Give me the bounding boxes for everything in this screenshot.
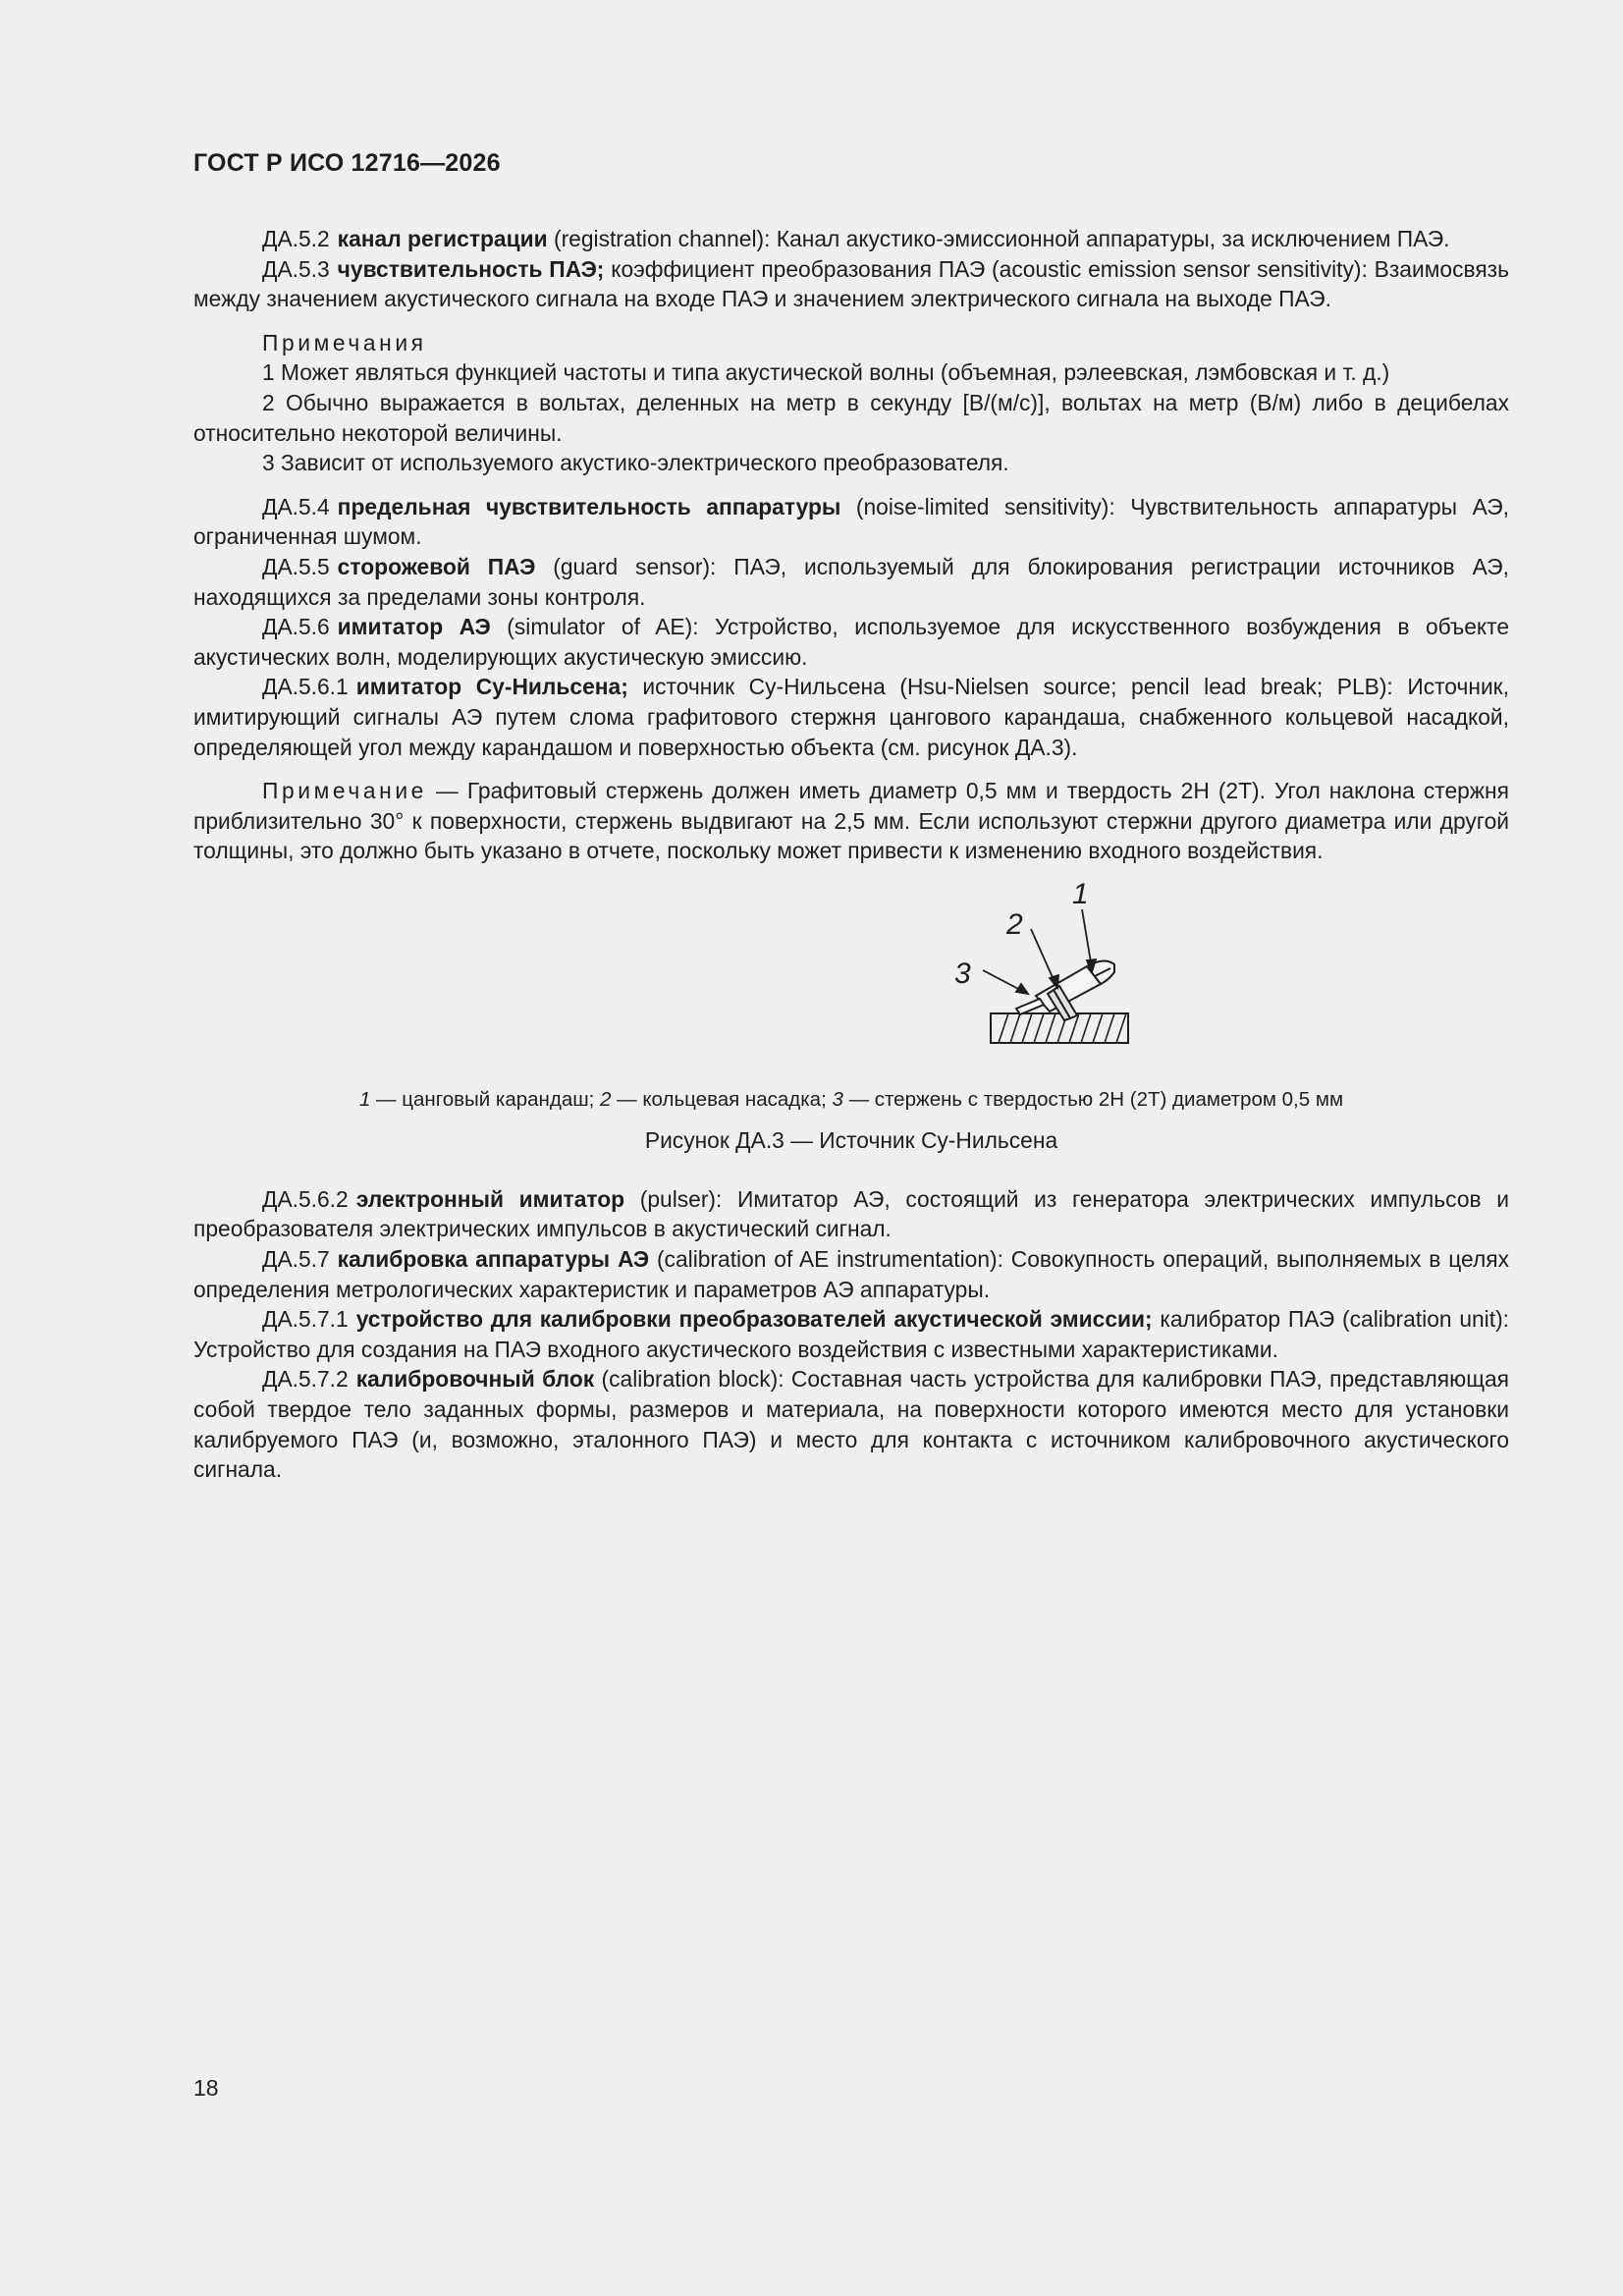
clause-5-7-2 (193, 1364, 1509, 1484)
clause-number: ДА.5.7.1 (262, 1306, 349, 1333)
clause-text: калибратор ПАЭ (calibration unit): Устройство для создания на ПАЭ входного акустического воздействия с известными характеристиками. (193, 1306, 1510, 1362)
clause-text: (pulser): Имитатор АЭ, состоящий из генератора электрических импульсов и преобразователя электрических импульсов в акустический сигнал. (193, 1185, 1509, 1242)
clause-text: коэффициент преобразования ПАЭ (acoustic emission sensor sensitivity): Взаимосвязь между значением акустического сигнала на входе ПАЭ и значением электрического сигнала на выходе ПАЭ. (193, 255, 1509, 312)
note-text: — Графитовый стержень должен иметь диаметр 0,5 мм и твердость 2Н (2Т). Угол наклона стержня приблизительно 30° к поверхности, стержень выдвигают на 2,5 мм. Если используют стержни другого диаметра или другой толщины, это должно быть указано в отчете, поскольку может привести к изменению входного воздействия. (193, 778, 1509, 864)
clause-number: ДА.5.7 (262, 1246, 330, 1273)
clause-text: (guard sensor): ПАЭ, используемый для блокирования регистрации источников АЭ, находящихся за пределами зоны контроля. (193, 553, 1510, 610)
clause-text: источник Су-Нильсена (Hsu-Nielsen source; pencil lead break; PLB): Источник, имитирующий сигналы АЭ путем слома графитового стержня цангового карандаша, снабженного кольцевой насадкой, определяющей угол между карандашом и поверхностью объекта (см. рисунок ДА.3). (193, 674, 1509, 760)
clause-number: ДА.5.6.1 (262, 674, 349, 700)
clause-number: ДА.5.7.2 (262, 1366, 349, 1393)
clause-text: (registration channel): Канал акустико-эмиссионной аппаратуры, за исключением ПАЭ. (547, 226, 1450, 251)
document-body (193, 224, 1509, 1485)
clause-number: ДА.5.4 (262, 493, 330, 519)
notes-heading: Примечания (262, 329, 427, 355)
clause-term: канал регистрации (337, 226, 548, 251)
note-heading: Примечание (262, 778, 427, 804)
document-header: ГОСТ Р ИСО 12716—2026 (193, 149, 501, 177)
clause-5-6-1 (193, 672, 1509, 762)
clause-5-2 (193, 224, 1509, 254)
figure-caption: Рисунок ДА.3 — Источник Су-Нильсена (644, 1126, 1058, 1153)
clause-5-3 (193, 254, 1509, 314)
clause-number: ДА.5.6.2 (262, 1185, 349, 1212)
note-item: 3 Зависит от используемого акустико-электрического преобразователя. (262, 450, 1009, 476)
clause-term: электронный имитатор (355, 1185, 625, 1212)
clause-5-6-2 (193, 1184, 1509, 1244)
clause-term: предельная чувствительность аппаратуры (337, 493, 841, 519)
clause-term: имитатор Су-Нильсена; (355, 674, 628, 700)
clause-term: имитатор АЭ (337, 614, 491, 640)
figure-hsu-nielsen (193, 870, 1509, 1086)
clause-5-7-1 (193, 1304, 1509, 1364)
lead-rod (1016, 999, 1044, 1014)
note-item: 1 Может являться функцией частоты и типа акустической волны (объемная, рэлеевская, лэмбовская и т. д.) (262, 359, 1390, 386)
clause-term: устройство для калибровки преобразователей акустической эмиссии; (355, 1306, 1153, 1333)
clause-5-6 (193, 612, 1509, 672)
clause-number: ДА.5.2 (262, 226, 330, 251)
clause-number: ДА.5.5 (262, 553, 330, 579)
clause-5-4 (193, 492, 1509, 552)
clause-term: калибровка аппаратуры АЭ (337, 1246, 650, 1273)
clause-number: ДА.5.6 (262, 614, 330, 640)
callout-label: 3 (954, 957, 971, 990)
clause-number: ДА.5.3 (262, 255, 330, 282)
figure-note (193, 776, 1509, 866)
callout-label: 1 (1072, 877, 1089, 910)
page-number: 18 (193, 2075, 219, 2101)
callout-label: 2 (1006, 907, 1023, 941)
clause-text: (calibration block): Составная часть устройства для калибровки ПАЭ, представляющая собой твердое тело заданных формы, размеров и материала, на поверхности которого имеются место для установки калибруемого ПАЭ (и, возможно, эталонного ПАЭ) и место для контакта с источником калибровочного акустического сигнала. (193, 1366, 1509, 1483)
clause-text: (noise-limited sensitivity): Чувствительность аппаратуры АЭ, ограниченная шумом. (193, 493, 1509, 550)
hsu-nielsen-drawing (743, 870, 1089, 1066)
note-item: 2 Обычно выражается в вольтах, деленных на метр в секунду [В/(м/с)], вольтах на метр (В/м) либо в децибелах относительно некоторой величины. (193, 389, 1509, 446)
clause-text: (simulator of AE): Устройство, используемое для искусственного возбуждения в объекте акустических волн, моделирующих акустическую эмиссию. (193, 614, 1509, 670)
clause-term: сторожевой ПАЭ (337, 553, 536, 579)
clause-5-5 (193, 552, 1509, 612)
clause-text: (calibration of AE instrumentation): Совокупность операций, выполняемых в целях определения метрологических характеристик и параметров АЭ аппаратуры. (193, 1246, 1509, 1302)
clause-term: чувствительность ПАЭ; (337, 255, 605, 282)
clause-5-7 (193, 1244, 1509, 1304)
figure-legend: 1 — цанговый карандаш; 2 — кольцевая насадка; 3 — стержень с твердостью 2Н (2Т) диаметром 0,5 мм (358, 1087, 1344, 1111)
clause-term: калибровочный блок (355, 1366, 595, 1393)
